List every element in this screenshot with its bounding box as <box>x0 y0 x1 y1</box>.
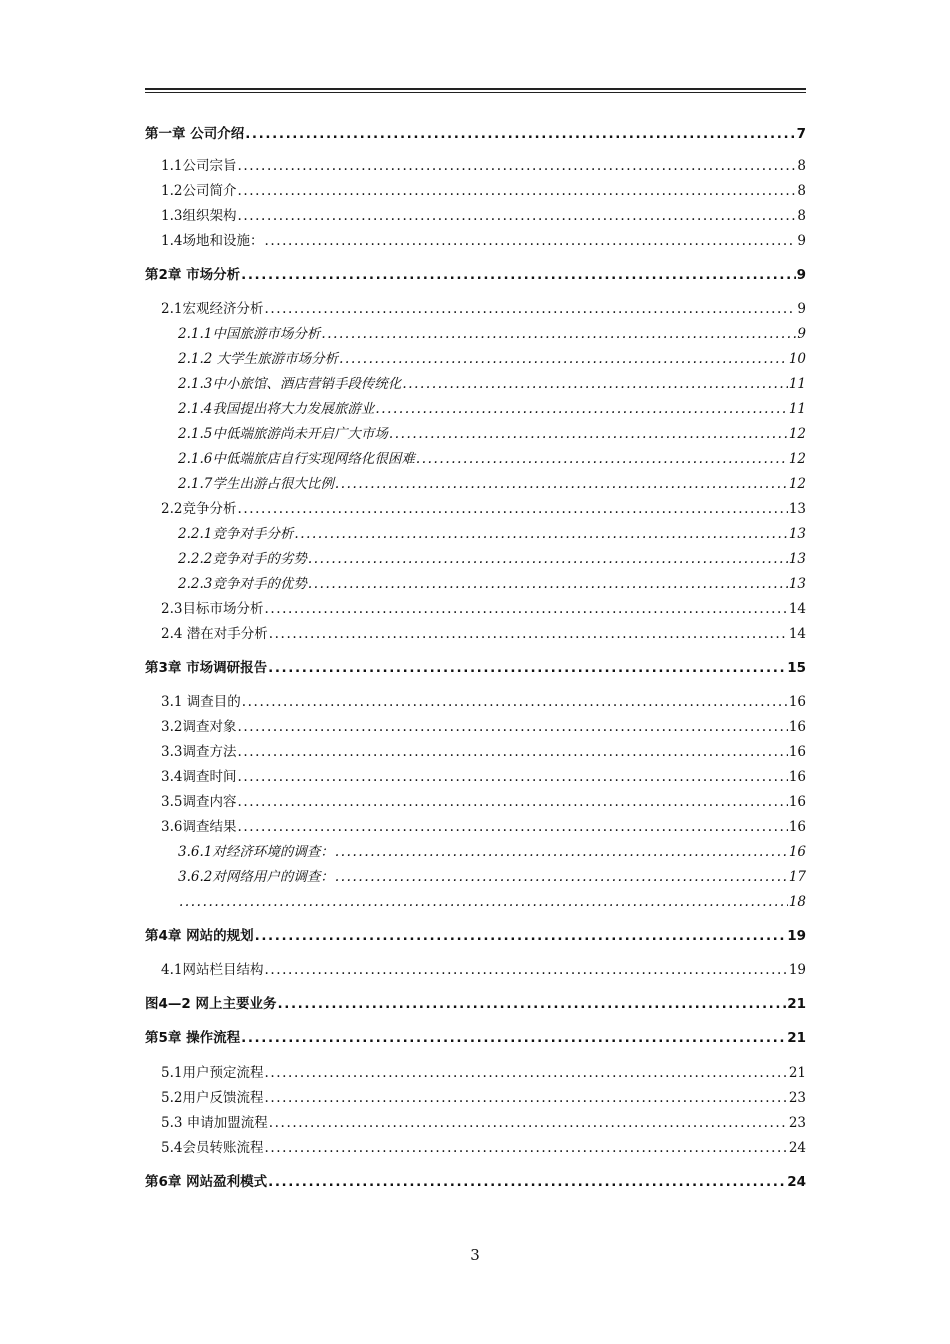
toc-entry-title: 1.3组织架构 <box>161 208 237 224</box>
toc-entry-title: 2.2.3竞争对手的优势 <box>178 576 307 592</box>
toc-entry-title: 图4—2 网上主要业务 <box>145 996 277 1012</box>
toc-entry-page: 16 <box>788 719 806 735</box>
toc-entry-title: 2.1.6中低端旅店自行实现网络化很困难 <box>178 451 415 467</box>
toc-dot-leader <box>264 230 796 252</box>
toc-entry-title: 3.5调查内容 <box>161 794 237 810</box>
toc-entry-title: 4.1网站栏目结构 <box>161 962 264 978</box>
toc-entry-level-2[interactable] <box>161 716 806 738</box>
toc-dot-leader <box>241 264 796 286</box>
toc-entry-title: 3.3调查方法 <box>161 744 237 760</box>
toc-entry-level-1[interactable] <box>145 264 806 286</box>
toc-entry-level-1[interactable] <box>145 657 806 679</box>
toc-entry-title: 2.1.1中国旅游市场分析 <box>178 326 321 342</box>
toc-entry-page: 7 <box>796 126 806 142</box>
toc-entry-title: 3.1 调查目的 <box>161 694 241 710</box>
toc-entry-page: 21 <box>787 996 806 1012</box>
toc-entry-title: 2.1.7学生出游占很大比例 <box>178 476 334 492</box>
toc-entry-level-1[interactable] <box>145 925 806 947</box>
toc-dot-leader <box>321 323 796 345</box>
toc-entry-page: 9 <box>796 267 806 283</box>
toc-entry-title: 5.4会员转账流程 <box>161 1140 264 1156</box>
toc-entry-page: 13 <box>788 576 806 592</box>
toc-entry-level-2[interactable] <box>161 816 806 838</box>
toc-dot-leader <box>237 741 787 763</box>
toc-entry-level-3[interactable] <box>178 841 806 863</box>
toc-dot-leader <box>264 1137 787 1159</box>
toc-entry-level-1[interactable] <box>145 1171 806 1193</box>
toc-entry-page: 14 <box>788 601 806 617</box>
toc-entry-level-1[interactable] <box>145 123 806 145</box>
toc-dot-leader <box>242 691 788 713</box>
toc-entry-title: 2.1.2 大学生旅游市场分析 <box>178 351 339 367</box>
toc-entry-level-3[interactable] <box>178 348 806 370</box>
toc-entry-page: 9 <box>797 233 806 249</box>
toc-entry-title: 第2章 市场分析 <box>145 267 241 283</box>
toc-entry-level-2[interactable] <box>161 598 806 620</box>
toc-dot-leader <box>308 573 788 595</box>
toc-entry-page: 8 <box>797 208 806 224</box>
toc-entry-level-2[interactable] <box>161 741 806 763</box>
toc-entry-level-1[interactable] <box>145 1027 806 1049</box>
toc-dot-leader <box>237 816 787 838</box>
toc-entry-title: 第3章 市场调研报告 <box>145 660 268 676</box>
toc-entry-title: 3.6.1对经济环境的调查： <box>178 844 334 860</box>
toc-dot-leader <box>416 448 788 470</box>
toc-entry-title: 3.4调查时间 <box>161 769 237 785</box>
toc-entry-title: 1.2公司简介 <box>161 183 237 199</box>
toc-dot-leader <box>335 841 788 863</box>
toc-dot-leader <box>237 205 796 227</box>
toc-dot-leader <box>339 348 788 370</box>
toc-dot-leader <box>294 523 787 545</box>
toc-entry-level-2[interactable] <box>161 155 806 177</box>
toc-entry-page: 16 <box>788 744 806 760</box>
toc-entry-level-3[interactable] <box>178 373 806 395</box>
toc-entry-level-2[interactable] <box>161 180 806 202</box>
toc-dot-leader <box>237 791 787 813</box>
toc-entry-page: 13 <box>788 551 806 567</box>
toc-entry-page: 10 <box>788 351 806 367</box>
toc-entry-page: 17 <box>788 869 806 885</box>
toc-dot-leader <box>268 657 786 679</box>
header-rule-thin <box>145 92 806 93</box>
toc-entry-level-3[interactable] <box>178 891 806 913</box>
toc-dot-leader <box>264 1062 787 1084</box>
toc-entry-title: 5.3 申请加盟流程 <box>161 1115 268 1131</box>
toc-dot-leader <box>264 1087 787 1109</box>
toc-dot-leader <box>179 891 788 913</box>
toc-entry-title: 2.1.5中低端旅游尚未开启广大市场 <box>178 426 388 442</box>
toc-dot-leader <box>237 766 787 788</box>
toc-entry-level-3[interactable] <box>178 323 806 345</box>
toc-dot-leader <box>269 1112 788 1134</box>
toc-entry-page: 16 <box>788 794 806 810</box>
toc-entry-page: 16 <box>788 819 806 835</box>
toc-entry-title: 3.2调查对象 <box>161 719 237 735</box>
page-number: 3 <box>470 1246 480 1264</box>
toc-entry-level-3[interactable] <box>178 398 806 420</box>
toc-entry-level-2[interactable] <box>161 691 806 713</box>
toc-entry-title: 2.2竞争分析 <box>161 501 237 517</box>
toc-entry-level-2[interactable] <box>161 791 806 813</box>
toc-entry-title: 5.1用户预定流程 <box>161 1065 264 1081</box>
toc-entry-level-3[interactable] <box>178 423 806 445</box>
toc-entry-level-1[interactable] <box>145 993 806 1015</box>
toc-dot-leader <box>245 123 795 145</box>
toc-entry-page: 8 <box>797 183 806 199</box>
toc-dot-leader <box>237 498 787 520</box>
toc-entry-level-2[interactable] <box>161 298 806 320</box>
toc-entry-page: 11 <box>788 401 806 417</box>
toc-entry-page: 24 <box>787 1174 806 1190</box>
toc-dot-leader <box>264 598 787 620</box>
toc-entry-level-3[interactable] <box>178 523 806 545</box>
toc-entry-page: 16 <box>788 769 806 785</box>
toc-entry-page: 21 <box>787 1030 806 1046</box>
toc-entry-page: 12 <box>788 476 806 492</box>
toc-entry-level-3[interactable] <box>178 548 806 570</box>
toc-entry-level-2[interactable] <box>161 766 806 788</box>
toc-entry-page: 15 <box>787 660 806 676</box>
toc-entry-page: 16 <box>788 694 806 710</box>
toc-dot-leader <box>264 298 796 320</box>
toc-entry-title: 第5章 操作流程 <box>145 1030 241 1046</box>
toc-entry-title: 2.2.2竞争对手的劣势 <box>178 551 307 567</box>
toc-entry-page: 19 <box>787 928 806 944</box>
toc-entry-title: 第一章 公司介绍 <box>145 126 245 142</box>
toc-entry-title: 2.3目标市场分析 <box>161 601 264 617</box>
toc-entry-level-2[interactable] <box>161 230 806 252</box>
toc-entry-title: 1.4场地和设施： <box>161 233 264 249</box>
toc-entry-page: 24 <box>788 1140 806 1156</box>
toc-entry-page: 18 <box>788 894 806 910</box>
toc-entry-page: 9 <box>797 301 806 317</box>
toc-dot-leader <box>268 1171 786 1193</box>
toc-entry-level-3[interactable] <box>178 448 806 470</box>
toc-entry-page: 23 <box>788 1090 806 1106</box>
toc-dot-leader <box>264 959 787 981</box>
toc-entry-title: 2.1.3中小旅馆、酒店营销手段传统化 <box>178 376 402 392</box>
header-rule <box>145 88 806 90</box>
toc-dot-leader <box>255 925 787 947</box>
toc-entry-level-2[interactable] <box>161 959 806 981</box>
toc-entry-page: 19 <box>788 962 806 978</box>
toc-entry-level-2[interactable] <box>161 1112 806 1134</box>
toc-entry-title: 5.2用户反馈流程 <box>161 1090 264 1106</box>
toc-entry-title: 3.6.2对网络用户的调查： <box>178 869 334 885</box>
toc-entry-page: 16 <box>788 844 806 860</box>
toc-entry-page: 23 <box>788 1115 806 1131</box>
toc-entry-level-2[interactable] <box>161 1137 806 1159</box>
toc-entry-title: 2.1宏观经济分析 <box>161 301 264 317</box>
toc-entry-page: 8 <box>797 158 806 174</box>
toc-dot-leader <box>308 548 788 570</box>
toc-entry-level-2[interactable] <box>161 1062 806 1084</box>
toc-entry-title: 第6章 网站盈利模式 <box>145 1174 268 1190</box>
toc-dot-leader <box>278 993 787 1015</box>
toc-entry-level-2[interactable] <box>161 205 806 227</box>
toc-entry-page: 13 <box>788 526 806 542</box>
toc-entry-title: 第4章 网站的规划 <box>145 928 254 944</box>
toc-entry-level-2[interactable] <box>161 623 806 645</box>
toc-dot-leader <box>375 398 787 420</box>
toc-entry-page: 14 <box>788 626 806 642</box>
toc-dot-leader <box>237 155 796 177</box>
toc-entry-title: 2.4 潜在对手分析 <box>161 626 268 642</box>
toc-entry-page: 13 <box>788 501 806 517</box>
toc-dot-leader <box>237 716 787 738</box>
toc-entry-title: 1.1公司宗旨 <box>161 158 237 174</box>
toc-entry-level-3[interactable] <box>178 866 806 888</box>
toc-dot-leader <box>389 423 788 445</box>
toc-dot-leader <box>402 373 787 395</box>
toc-entry-title: 2.2.1竞争对手分析 <box>178 526 294 542</box>
toc-dot-leader <box>269 623 788 645</box>
toc-entry-level-2[interactable] <box>161 1087 806 1109</box>
toc-entry-title: 3.6调查结果 <box>161 819 237 835</box>
toc-entry-page: 21 <box>788 1065 806 1081</box>
toc-dot-leader <box>237 180 796 202</box>
toc-entry-page: 11 <box>788 376 806 392</box>
toc-entry-page: 12 <box>788 426 806 442</box>
toc-entry-title: 2.1.4我国提出将大力发展旅游业 <box>178 401 375 417</box>
toc-entry-level-3[interactable] <box>178 473 806 495</box>
toc-dot-leader <box>241 1027 786 1049</box>
toc-entry-page: 9 <box>797 326 806 342</box>
toc-dot-leader <box>335 473 788 495</box>
toc-entry-level-3[interactable] <box>178 573 806 595</box>
toc-entry-level-2[interactable] <box>161 498 806 520</box>
toc-dot-leader <box>335 866 788 888</box>
toc-entry-page: 12 <box>788 451 806 467</box>
